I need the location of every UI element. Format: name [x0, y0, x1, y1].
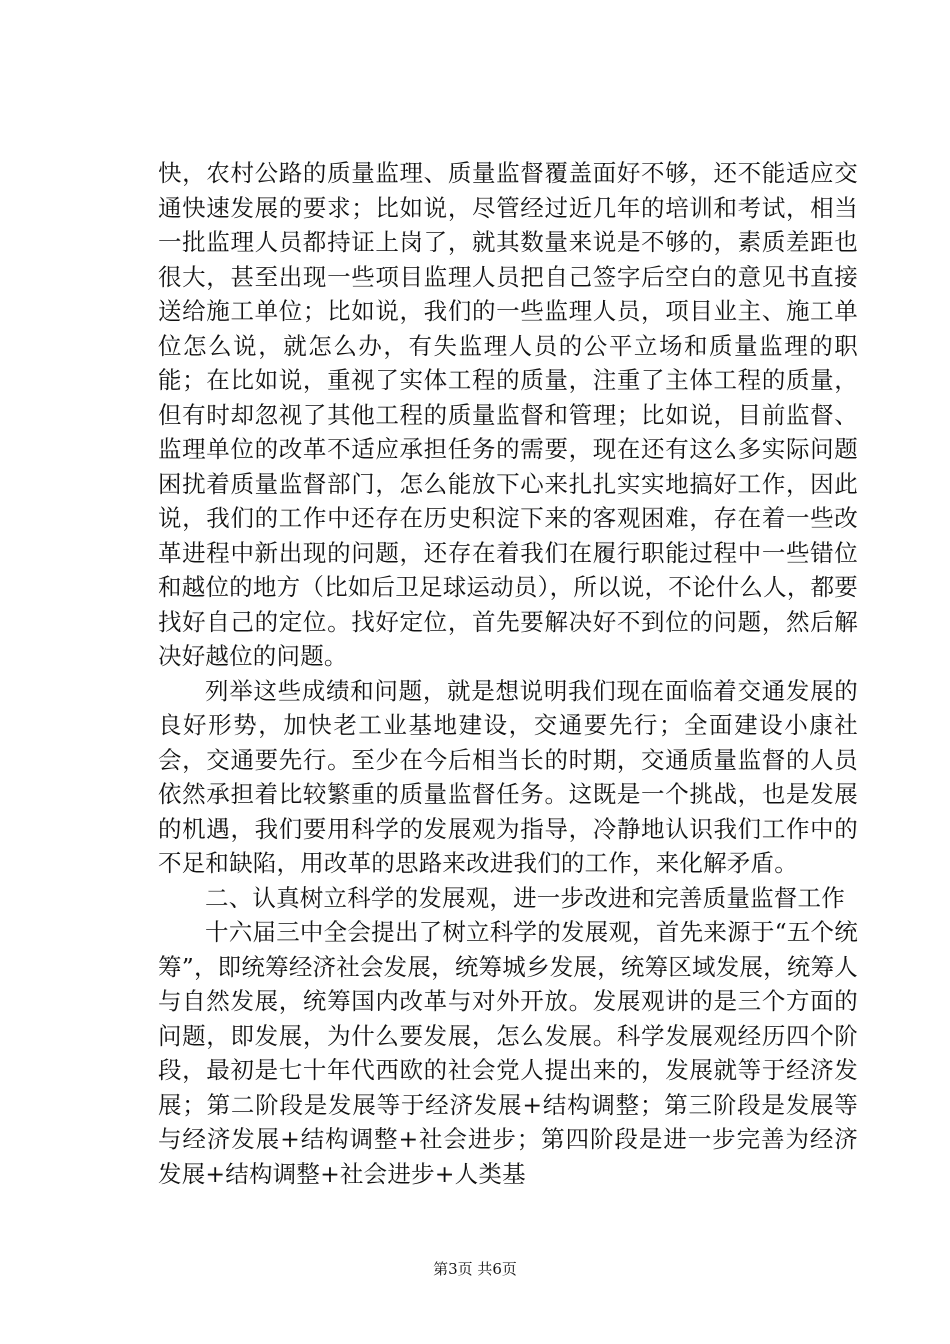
paragraph-continuation: 快，农村公路的质量监理、质量监督覆盖面好不够，还不能适应交通快速发展的要求；比如说，尽管经过近几年的培训和考试，相当一批监理人员都持证上岗了，就其数量来说是不够的，素质差距也很大，甚至出现一些项目监理人员把自己签字后空白的意见书直接送给施工单位；比如说，我们的一些监理人员，项目业主、施工单位怎么说，就怎么办，有失监理人员的公平立场和质量监理的职能；在比如说，重视了实体工程的质量，注重了主体工程的质量，但有时却忽视了其他工程的质量监督和管理；比如说，目前监督、监理单位的改革不适应承担任务的需要，现在还有这么多实际问题困扰着质量监督部门，怎么能放下心来扎扎实实地搞好工作，因此说，我们的工作中还存在历史积淀下来的客观困难，存在着一些改革进程中新出现的问题，还存在着我们在履行职能过程中一些错位和越位的地方（比如后卫足球运动员），所以说，不论什么人，都要找好自己的定位。找好定位，首先要解决好不到位的问题，然后解决好越位的问题。	[158, 159, 858, 670]
paragraph-summary: 列举这些成绩和问题，就是想说明我们现在面临着交通发展的良好形势，加快老工业基地建设，交通要先行；全面建设小康社会，交通要先行。至少在今后相当长的时期，交通质量监督的人员依然承担着比较繁重的质量监督任务。这既是一个挑战，也是发展的机遇，我们要用科学的发展观为指导，冷静地认识我们工作中的不足和缺陷，用改革的思路来改进我们的工作，来化解矛盾。	[158, 676, 858, 877]
document-body	[158, 156, 858, 1191]
paragraph-development-concept: 十六届三中全会提出了树立科学的发展观，首先来源于“五个统筹”，即统筹经济社会发展，统筹城乡发展，统筹区域发展，统筹人与自然发展，统筹国内改革与对外开放。发展观讲的是三个方面的问题，即发展，为什么要发展，怎么发展。科学发展观经历四个阶段，最初是七十年代西欧的社会党人提出来的，发展就等于经济发展；第二阶段是发展等于经济发展+结构调整；第三阶段是发展等与经济发展+结构调整+社会进步；第四阶段是进一步完善为经济发展+结构调整+社会进步+人类基	[158, 918, 858, 1188]
section-heading: 二、认真树立科学的发展观，进一步改进和完善质量监督工作	[205, 883, 845, 912]
page-footer: 第3页 共6页	[433, 1260, 517, 1278]
